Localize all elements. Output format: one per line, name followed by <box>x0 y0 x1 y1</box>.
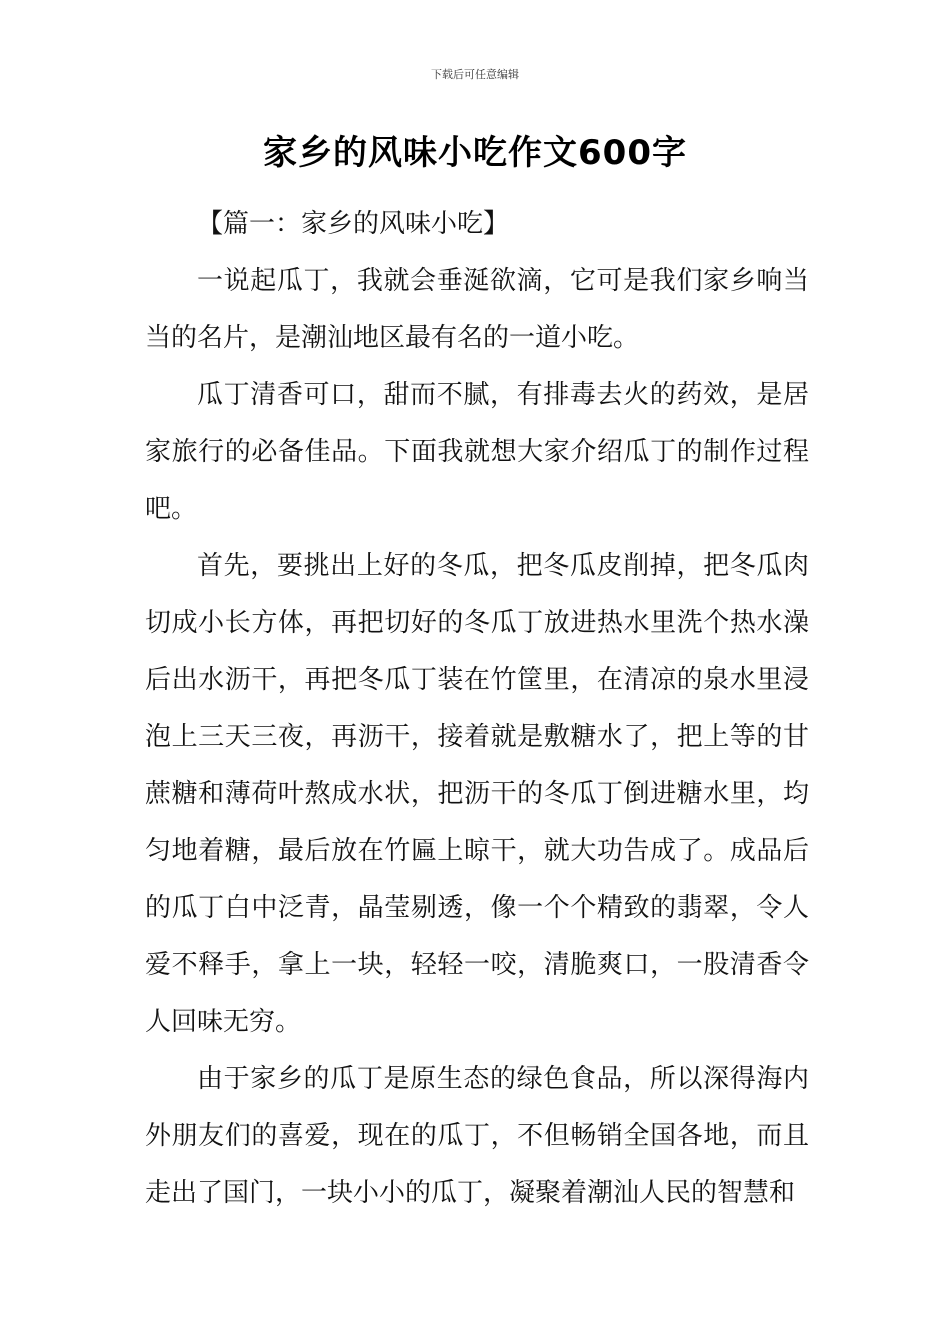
paragraph-4: 由于家乡的瓜丁是原生态的绿色食品，所以深得海内外朋友们的喜爱，现在的瓜丁，不但畅销全国各地，而且走出了国门，一块小小的瓜丁，凝聚着潮汕人民的智慧和 <box>145 1064 809 1208</box>
page-header-note: 下载后可任意编辑 <box>431 68 519 81</box>
paragraph-1: 一说起瓜丁，我就会垂涎欲滴，它可是我们家乡响当当的名片，是潮汕地区最有名的一道小吃。 <box>145 266 809 353</box>
paragraph-2: 瓜丁清香可口，甜而不腻，有排毒去火的药效，是居家旅行的必备佳品。下面我就想大家介绍瓜丁的制作过程吧。 <box>145 380 809 524</box>
document-title: 家乡的风味小吃作文600字 <box>263 133 687 173</box>
paragraph-3: 首先，要挑出上好的冬瓜，把冬瓜皮削掉，把冬瓜肉切成小长方体，再把切好的冬瓜丁放进热水里洗个热水澡后出水沥干，再把冬瓜丁装在竹筐里，在清凉的泉水里浸泡上三天三夜，再沥干，接着就是敷糖水了，把上等的甘蔗糖和薄荷叶熬成水状，把沥干的冬瓜丁倒进糖水里，均匀地着糖，最后放在竹匾上晾干，就大功告成了。成品后的瓜丁白中泛青，晶莹剔透，像一个个精致的翡翠，令人爱不释手，拿上一块，轻轻一咬，清脆爽口，一股清香令人回味无穷。 <box>145 551 809 1037</box>
document-body <box>145 196 809 1222</box>
section-heading: 【篇一：家乡的风味小吃】 <box>197 209 510 239</box>
